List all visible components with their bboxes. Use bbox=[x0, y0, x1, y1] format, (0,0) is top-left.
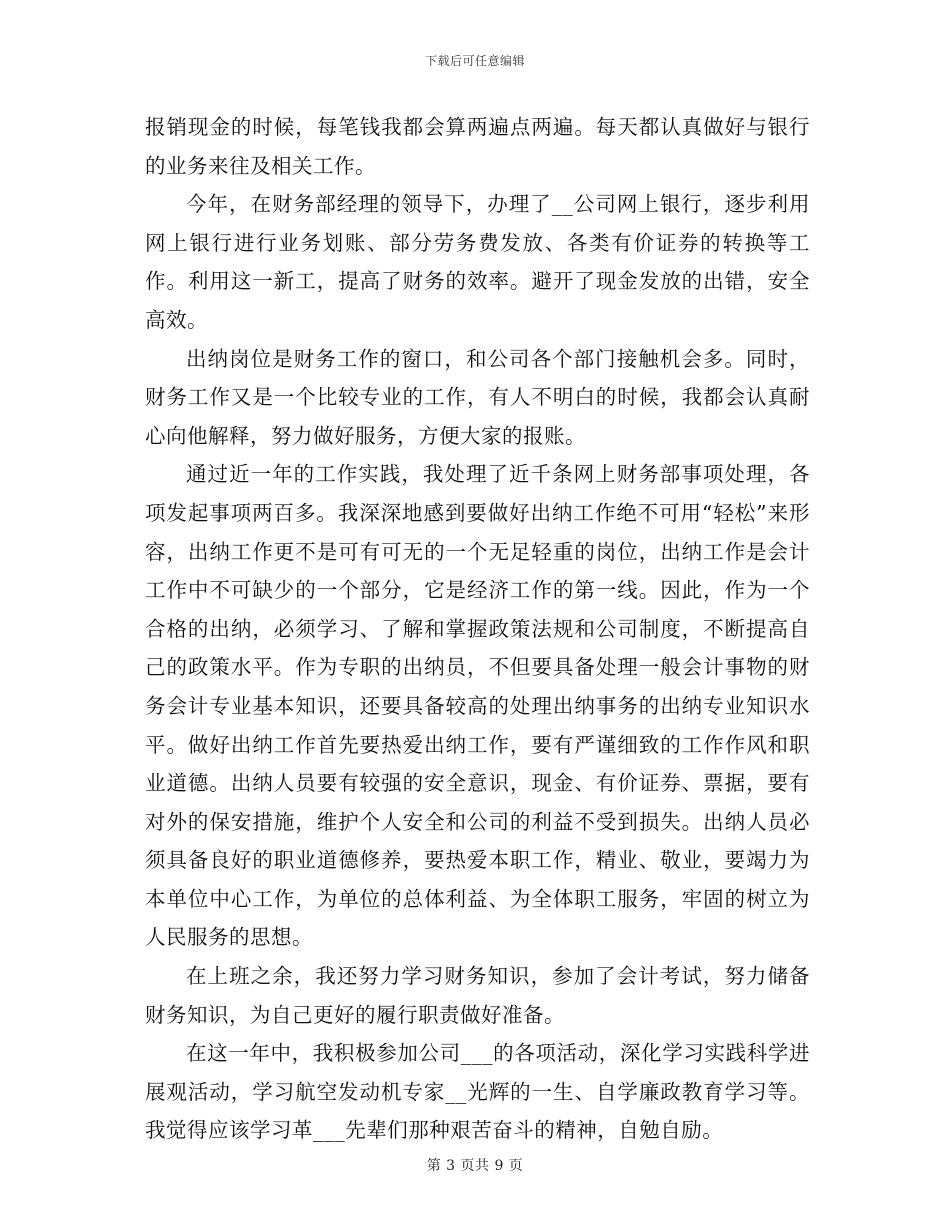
page-footer: 第 3 页共 9 页 bbox=[426, 1158, 524, 1174]
paragraph: 在这一年中，我积极参加公司___的各项活动，深化学习实践科学进展观活动，学习航空发动机专家__光辉的一生、自学廉政教育学习等。我觉得应该学习革___先辈们那种艰苦奋斗的精神，自勉自励。 bbox=[145, 1041, 810, 1143]
paragraph: 今年，在财务部经理的领导下，办理了__公司网上银行，逐步利用网上银行进行业务划账、部分劳务费发放、各类有价证券的转换等工作。利用这一新工，提高了财务的效率。避开了现金发放的出错，安全高效。 bbox=[145, 192, 810, 332]
paragraph: 在上班之余，我还努力学习财务知识，参加了会计考试，努力储备财务知识，为自己更好的履行职责做好准备。 bbox=[145, 964, 810, 1027]
paragraph: 报销现金的时候，每笔钱我都会算两遍点两遍。每天都认真做好与银行的业务来往及相关工作。 bbox=[145, 115, 810, 178]
paragraph: 通过近一年的工作实践，我处理了近千条网上财务部事项处理，各项发起事项两百多。我深深地感到要做好出纳工作绝不可用“轻松”来形容，出纳工作更不是可有可无的一个无足轻重的岗位，出纳工作是会计工作中不可缺少的一个部分，它是经济工作的第一线。因此，作为一个合格的出纳，必须学习、了解和掌握政策法规和公司制度，不断提高自己的政策水平。作为专职的出纳员，不但要具备处理一般会计事物的财务会计专业基本知识，还要具备较高的处理出纳事务的出纳专业知识水平。做好出纳工作首先要热爱出纳工作，要有严谨细致的工作作风和职业道德。出纳人员要有较强的安全意识，现金、有价证券、票据，要有对外的保安措施，维护个人安全和公司的利益不受到损失。出纳人员必须具备良好的职业道德修养，要热爱本职工作，精业、敬业，要竭力为本单位中心工作，为单位的总体利益、为全体职工服务，牢固的树立为人民服务的思想。 bbox=[145, 462, 810, 950]
document-body bbox=[145, 108, 810, 1150]
paragraph: 出纳岗位是财务工作的窗口，和公司各个部门接触机会多。同时，财务工作又是一个比较专业的工作，有人不明白的时候，我都会认真耐心向他解释，努力做好服务，方便大家的报账。 bbox=[145, 346, 810, 448]
page-header: 下载后可任意编辑 bbox=[424, 54, 525, 68]
